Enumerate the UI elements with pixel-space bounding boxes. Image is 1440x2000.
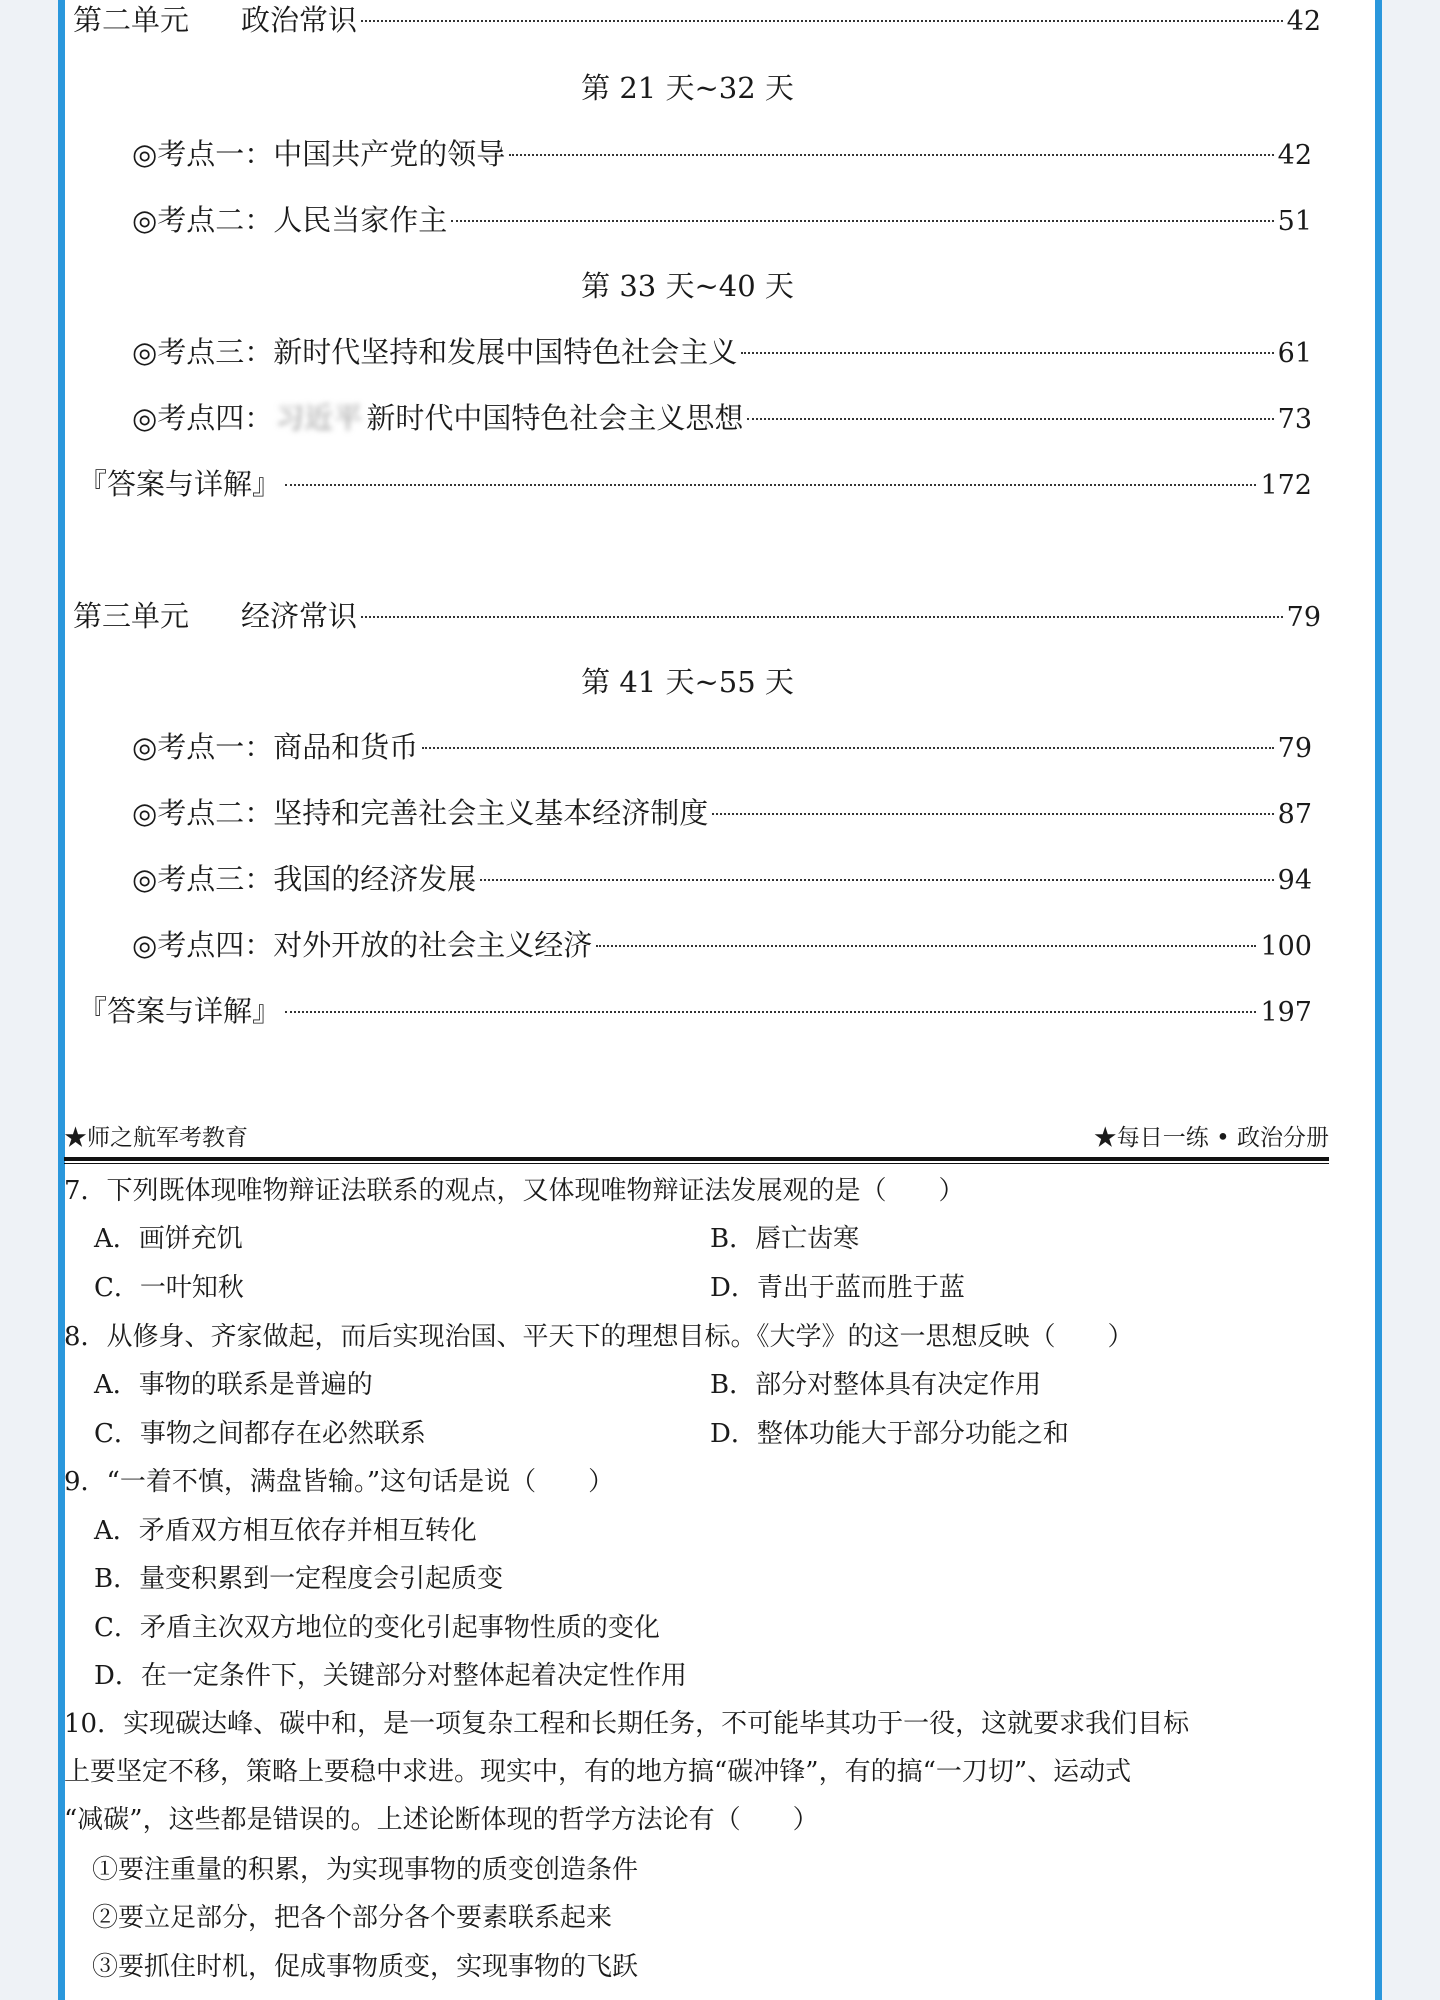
- leader-dots: [361, 20, 1283, 22]
- toc-entry[interactable]: [132, 727, 1312, 769]
- toc-entry-label: ◎考点四：对外开放的社会主义经济: [132, 928, 593, 962]
- question-10-line: 10．实现碳达峰、碳中和，是一项复杂工程和长期任务，不可能毕其功于一役，这就要求我们目标: [64, 1709, 1190, 1739]
- toc-entry[interactable]: [132, 332, 1312, 374]
- toc-entry-label: ◎考点一：中国共产党的领导: [132, 137, 506, 171]
- option-b[interactable]: B．唇亡齿寒: [710, 1224, 860, 1254]
- toc-page-number: 87: [1277, 799, 1312, 830]
- leader-dots: [451, 220, 1273, 222]
- option-b[interactable]: B．量变积累到一定程度会引起质变: [94, 1564, 504, 1594]
- toc-entry[interactable]: [132, 134, 1312, 176]
- toc-page-number: 42: [1277, 140, 1312, 171]
- header-publisher: ★师之航军考教育: [64, 1125, 248, 1151]
- option-d[interactable]: D．青出于蓝而胜于蓝: [710, 1273, 965, 1303]
- leader-dots: [361, 616, 1283, 618]
- toc-entry[interactable]: [132, 398, 1312, 440]
- leader-dots: [596, 945, 1256, 947]
- leader-dots: [422, 747, 1273, 749]
- toc-entry[interactable]: [132, 859, 1312, 901]
- statement-3: ③要抓住时机，促成事物质变，实现事物的飞跃: [92, 1952, 639, 1982]
- option-a[interactable]: A．画饼充饥: [94, 1224, 243, 1254]
- header-rule-thin: [64, 1163, 1329, 1164]
- day-range-heading: 第 33 天~40 天: [581, 269, 794, 303]
- option-a[interactable]: A．事物的联系是普遍的: [94, 1370, 373, 1400]
- toc-entry-prefix: ◎考点四：: [132, 401, 274, 435]
- toc-entry-label: ◎考点一：商品和货币: [132, 730, 419, 764]
- question-9-stem: 9．“一着不慎，满盘皆输。”这句话是说（ ）: [64, 1467, 615, 1497]
- toc-entry-label: ◎考点三：新时代坚持和发展中国特色社会主义: [132, 335, 738, 369]
- toc-answers-row[interactable]: [78, 464, 1312, 506]
- leader-dots: [747, 418, 1273, 420]
- toc-page-number: 73: [1277, 404, 1312, 435]
- leader-dots: [480, 879, 1273, 881]
- toc-entry-label: ◎考点三：我国的经济发展: [132, 862, 477, 896]
- option-a[interactable]: A．矛盾双方相互依存并相互转化: [94, 1516, 477, 1546]
- toc-unit3-row[interactable]: [73, 596, 1321, 638]
- toc-entry-label: ◎考点二：人民当家作主: [132, 203, 448, 237]
- question-8-stem: 8．从修身、齐家做起，而后实现治国、平天下的理想目标。《大学》的这一思想反映（ ）: [64, 1322, 1134, 1352]
- toc-answers-row[interactable]: [78, 991, 1312, 1033]
- day-range-heading: 第 41 天~55 天: [581, 665, 794, 699]
- question-7-stem: 7．下列既体现唯物辩证法联系的观点，又体现唯物辩证法发展观的是（ ）: [64, 1176, 965, 1206]
- toc-unit-number: 第三单元: [73, 599, 190, 633]
- option-c[interactable]: C．事物之间都存在必然联系: [94, 1419, 426, 1449]
- header-rule-thick: [64, 1157, 1329, 1161]
- option-d[interactable]: D．在一定条件下，关键部分对整体起着决定性作用: [94, 1661, 687, 1691]
- leader-dots: [509, 154, 1273, 156]
- toc-entry[interactable]: [132, 200, 1312, 242]
- option-b[interactable]: B．部分对整体具有决定作用: [710, 1370, 1042, 1400]
- day-range-heading: 第 21 天~32 天: [581, 71, 794, 105]
- toc-page-number: 51: [1277, 206, 1312, 237]
- toc-page-number: 79: [1277, 733, 1312, 764]
- leader-dots: [285, 484, 1256, 486]
- leader-dots: [712, 813, 1273, 815]
- toc-page-number: 79: [1286, 602, 1321, 633]
- question-10-line: 上要坚定不移，策略上要稳中求进。现实中，有的地方搞“碳冲锋”，有的搞“一刀切”、运动式: [64, 1757, 1132, 1787]
- blurred-name: 习近平: [275, 401, 363, 435]
- toc-page-number: 197: [1260, 997, 1312, 1028]
- toc-unit-title: 经济常识: [241, 599, 358, 633]
- header-book-title: ★每日一练 • 政治分册: [1093, 1125, 1329, 1151]
- leader-dots: [741, 352, 1273, 354]
- toc-page-number: 172: [1260, 470, 1312, 501]
- statement-2: ②要立足部分，把各个部分各个要素联系起来: [92, 1903, 613, 1933]
- toc-unit-number: 第二单元: [73, 3, 190, 37]
- question-10-stem: [64, 1700, 1329, 1844]
- toc-page-number: 61: [1277, 338, 1312, 369]
- toc-page-number: 100: [1260, 931, 1312, 962]
- toc-page-number: 94: [1277, 865, 1312, 896]
- option-d[interactable]: D．整体功能大于部分功能之和: [710, 1419, 1069, 1449]
- toc-answers-label: 『答案与详解』: [78, 994, 282, 1028]
- right-frame-border: [1375, 0, 1382, 2000]
- toc-answers-label: 『答案与详解』: [78, 467, 282, 501]
- toc-entry[interactable]: [132, 925, 1312, 967]
- statement-1: ①要注重量的积累，为实现事物的质变创造条件: [92, 1855, 639, 1885]
- option-c[interactable]: C．一叶知秋: [94, 1273, 244, 1303]
- toc-entry-label: ◎考点二：坚持和完善社会主义基本经济制度: [132, 796, 709, 830]
- leader-dots: [285, 1011, 1256, 1013]
- toc-entry-label: 新时代中国特色社会主义思想: [366, 401, 744, 435]
- option-c[interactable]: C．矛盾主次双方地位的变化引起事物性质的变化: [94, 1613, 660, 1643]
- toc-unit-title: 政治常识: [241, 3, 358, 37]
- toc-page-number: 42: [1286, 6, 1321, 37]
- page-header: [64, 1122, 1329, 1154]
- toc-unit2-row[interactable]: [73, 0, 1321, 42]
- toc-entry[interactable]: [132, 793, 1312, 835]
- question-10-line: “减碳”，这些都是错误的。上述论断体现的哲学方法论有（ ）: [64, 1805, 819, 1835]
